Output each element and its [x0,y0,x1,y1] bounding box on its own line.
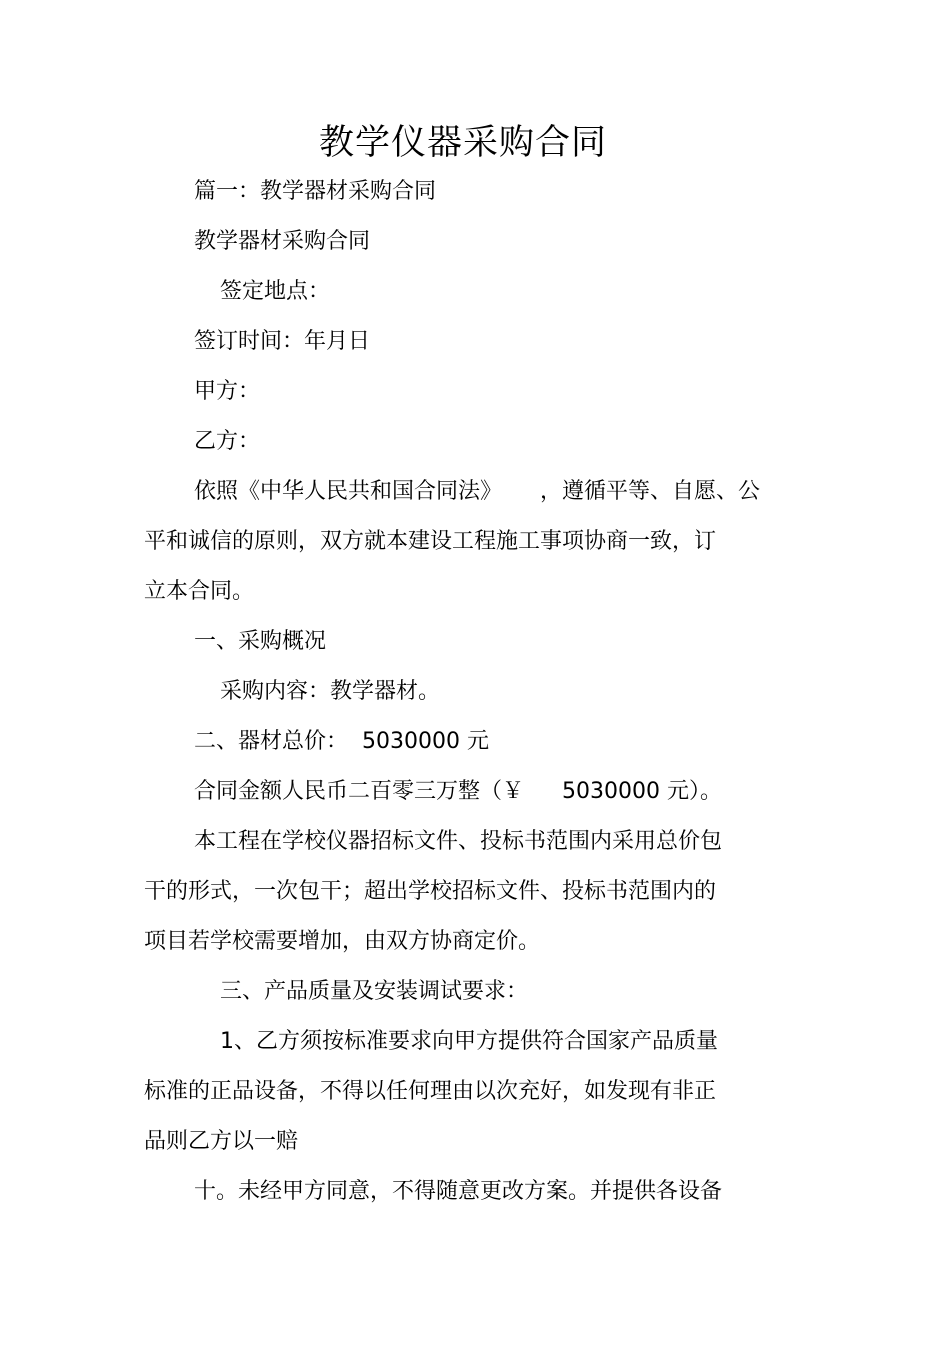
total-price-value: 5030000 元 [362,729,489,754]
section-heading-overview: 一、采购概况 [194,629,327,654]
total-price-line [194,727,489,757]
purchase-content: 采购内容：教学器材。 [220,679,441,704]
contract-amount-words: 合同金额人民币二百零三万整（￥ [194,779,525,804]
quality-clause-line-4: 十。未经甲方同意，不得随意更改方案。并提供各设备 [194,1179,723,1204]
paragraph-scope-line-3: 项目若学校需要增加，由双方协商定价。 [144,929,541,954]
paragraph-basis-line-2: 平和诚信的原则，双方就本建设工程施工事项协商一致，订 [144,529,717,554]
party-b-field: 乙方： [194,429,261,454]
section-heading-part-one: 篇一：教学器材采购合同 [194,179,437,204]
signing-time-field: 签订时间：年月日 [194,329,371,354]
paragraph-basis-line-3: 立本合同。 [144,579,255,604]
paragraph-scope-line-1: 本工程在学校仪器招标文件、投标书范围内采用总价包 [194,829,723,854]
paragraph-basis-principles: ，遵循平等、自愿、公 [540,479,761,504]
quality-clause-line-3: 品则乙方以一赔 [144,1129,299,1154]
total-price-label: 二、器材总价： [194,729,349,754]
contract-amount-value: 5030000 元）。 [562,779,722,804]
signing-location-field: 签定地点： [220,279,331,304]
contract-name: 教学器材采购合同 [194,229,371,254]
paragraph-basis-line-1 [194,477,760,507]
section-heading-quality: 三、产品质量及安装调试要求： [220,979,529,1004]
party-a-field: 甲方： [194,379,261,404]
paragraph-basis-law: 依照《中华人民共和国合同法》 [194,479,503,504]
contract-amount-line [194,777,722,807]
paragraph-scope-line-2: 干的形式，一次包干；超出学校招标文件、投标书范围内的 [144,879,717,904]
quality-clause-line-2: 标准的正品设备，不得以任何理由以次充好，如发现有非正 [144,1079,717,1104]
document-title: 教学仪器采购合同 [318,123,607,163]
quality-clause-line-1: 1、乙方须按标准要求向甲方提供符合国家产品质量 [220,1029,718,1054]
